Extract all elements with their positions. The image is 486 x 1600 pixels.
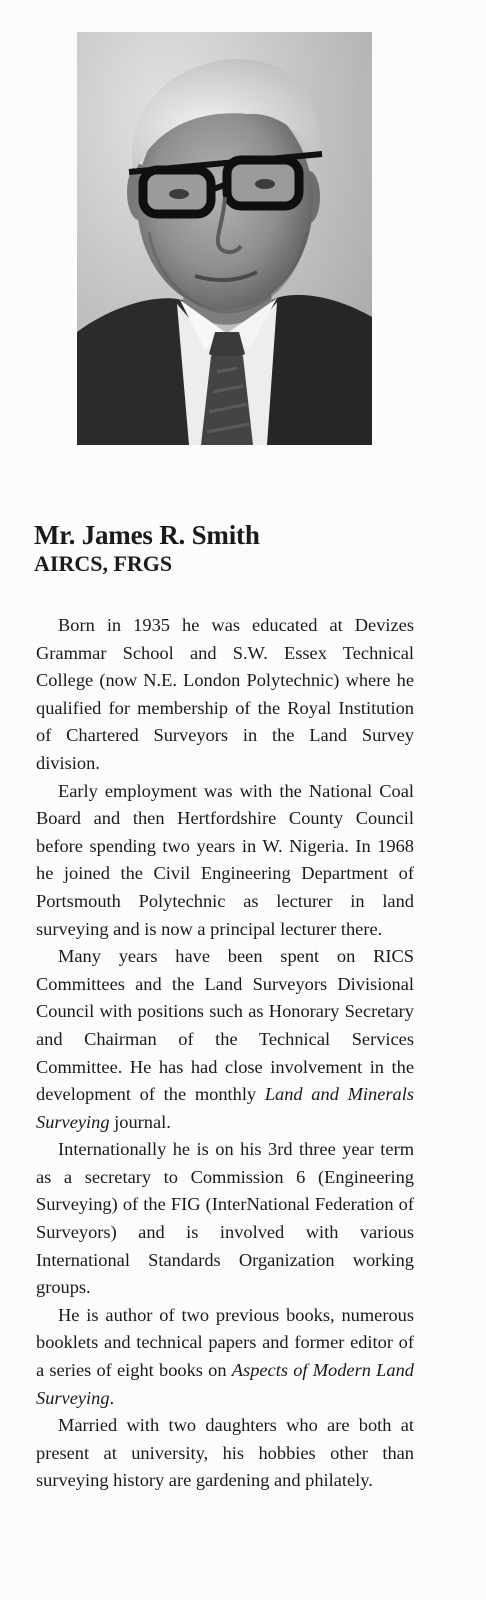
portrait-photo bbox=[77, 32, 372, 445]
person-name: Mr. James R. Smith bbox=[34, 520, 260, 550]
bio-paragraph-6: Married with two daughters who are both at present at university, his hobbies other than surveying history are gardening and philately. bbox=[36, 1415, 414, 1491]
biography bbox=[36, 612, 414, 1495]
bio-paragraph-2: Early employment was with the National Coal Board and then Hertfordshire County Council before spending two years in W. Nigeria. In 1968 he joined the Civil Engineering Department of Portsmouth Polytechnic as lecturer in land surveying and is now a principal lecturer there. bbox=[36, 780, 414, 939]
book-series-title: Aspects of Modern Land Surveying bbox=[36, 1360, 414, 1408]
person-credentials: AIRCS, FRGS bbox=[34, 551, 173, 576]
bio-p3-text-a: Many years have been spent on RICS Committees and the Land Surveyors Divisional Council with positions such as Honorary Secretary and Chairman of the Technical Services Committee. He has had close involvement in the development of the monthly bbox=[36, 946, 414, 1105]
bio-paragraph-3 bbox=[36, 943, 414, 1136]
bio-p5-text-b: . bbox=[109, 1387, 115, 1408]
bio-paragraph-1: Born in 1935 he was educated at Devizes Grammar School and S.W. Essex Technical College (now N.E. London Polytechnic) where he qualified for membership of the Royal Institution of Chartered Surveyors in the Land Survey division. bbox=[36, 615, 414, 773]
bio-paragraph-5 bbox=[36, 1302, 414, 1412]
bio-p5-text-a: He is author of two previous books, numerous booklets and technical papers and former editor of a series of eight books on bbox=[36, 1304, 414, 1381]
name-block bbox=[34, 520, 474, 577]
bio-p3-text-b: journal. bbox=[109, 1111, 171, 1132]
journal-title: Land and Minerals Surveying bbox=[36, 1084, 414, 1132]
bio-paragraph-4: Internationally he is on his 3rd three year term as a secretary to Commission 6 (Engineering Surveying) of the FIG (InterNational Federation of Surveyors) and is involved with various International Standards Organization working groups. bbox=[36, 1139, 414, 1298]
